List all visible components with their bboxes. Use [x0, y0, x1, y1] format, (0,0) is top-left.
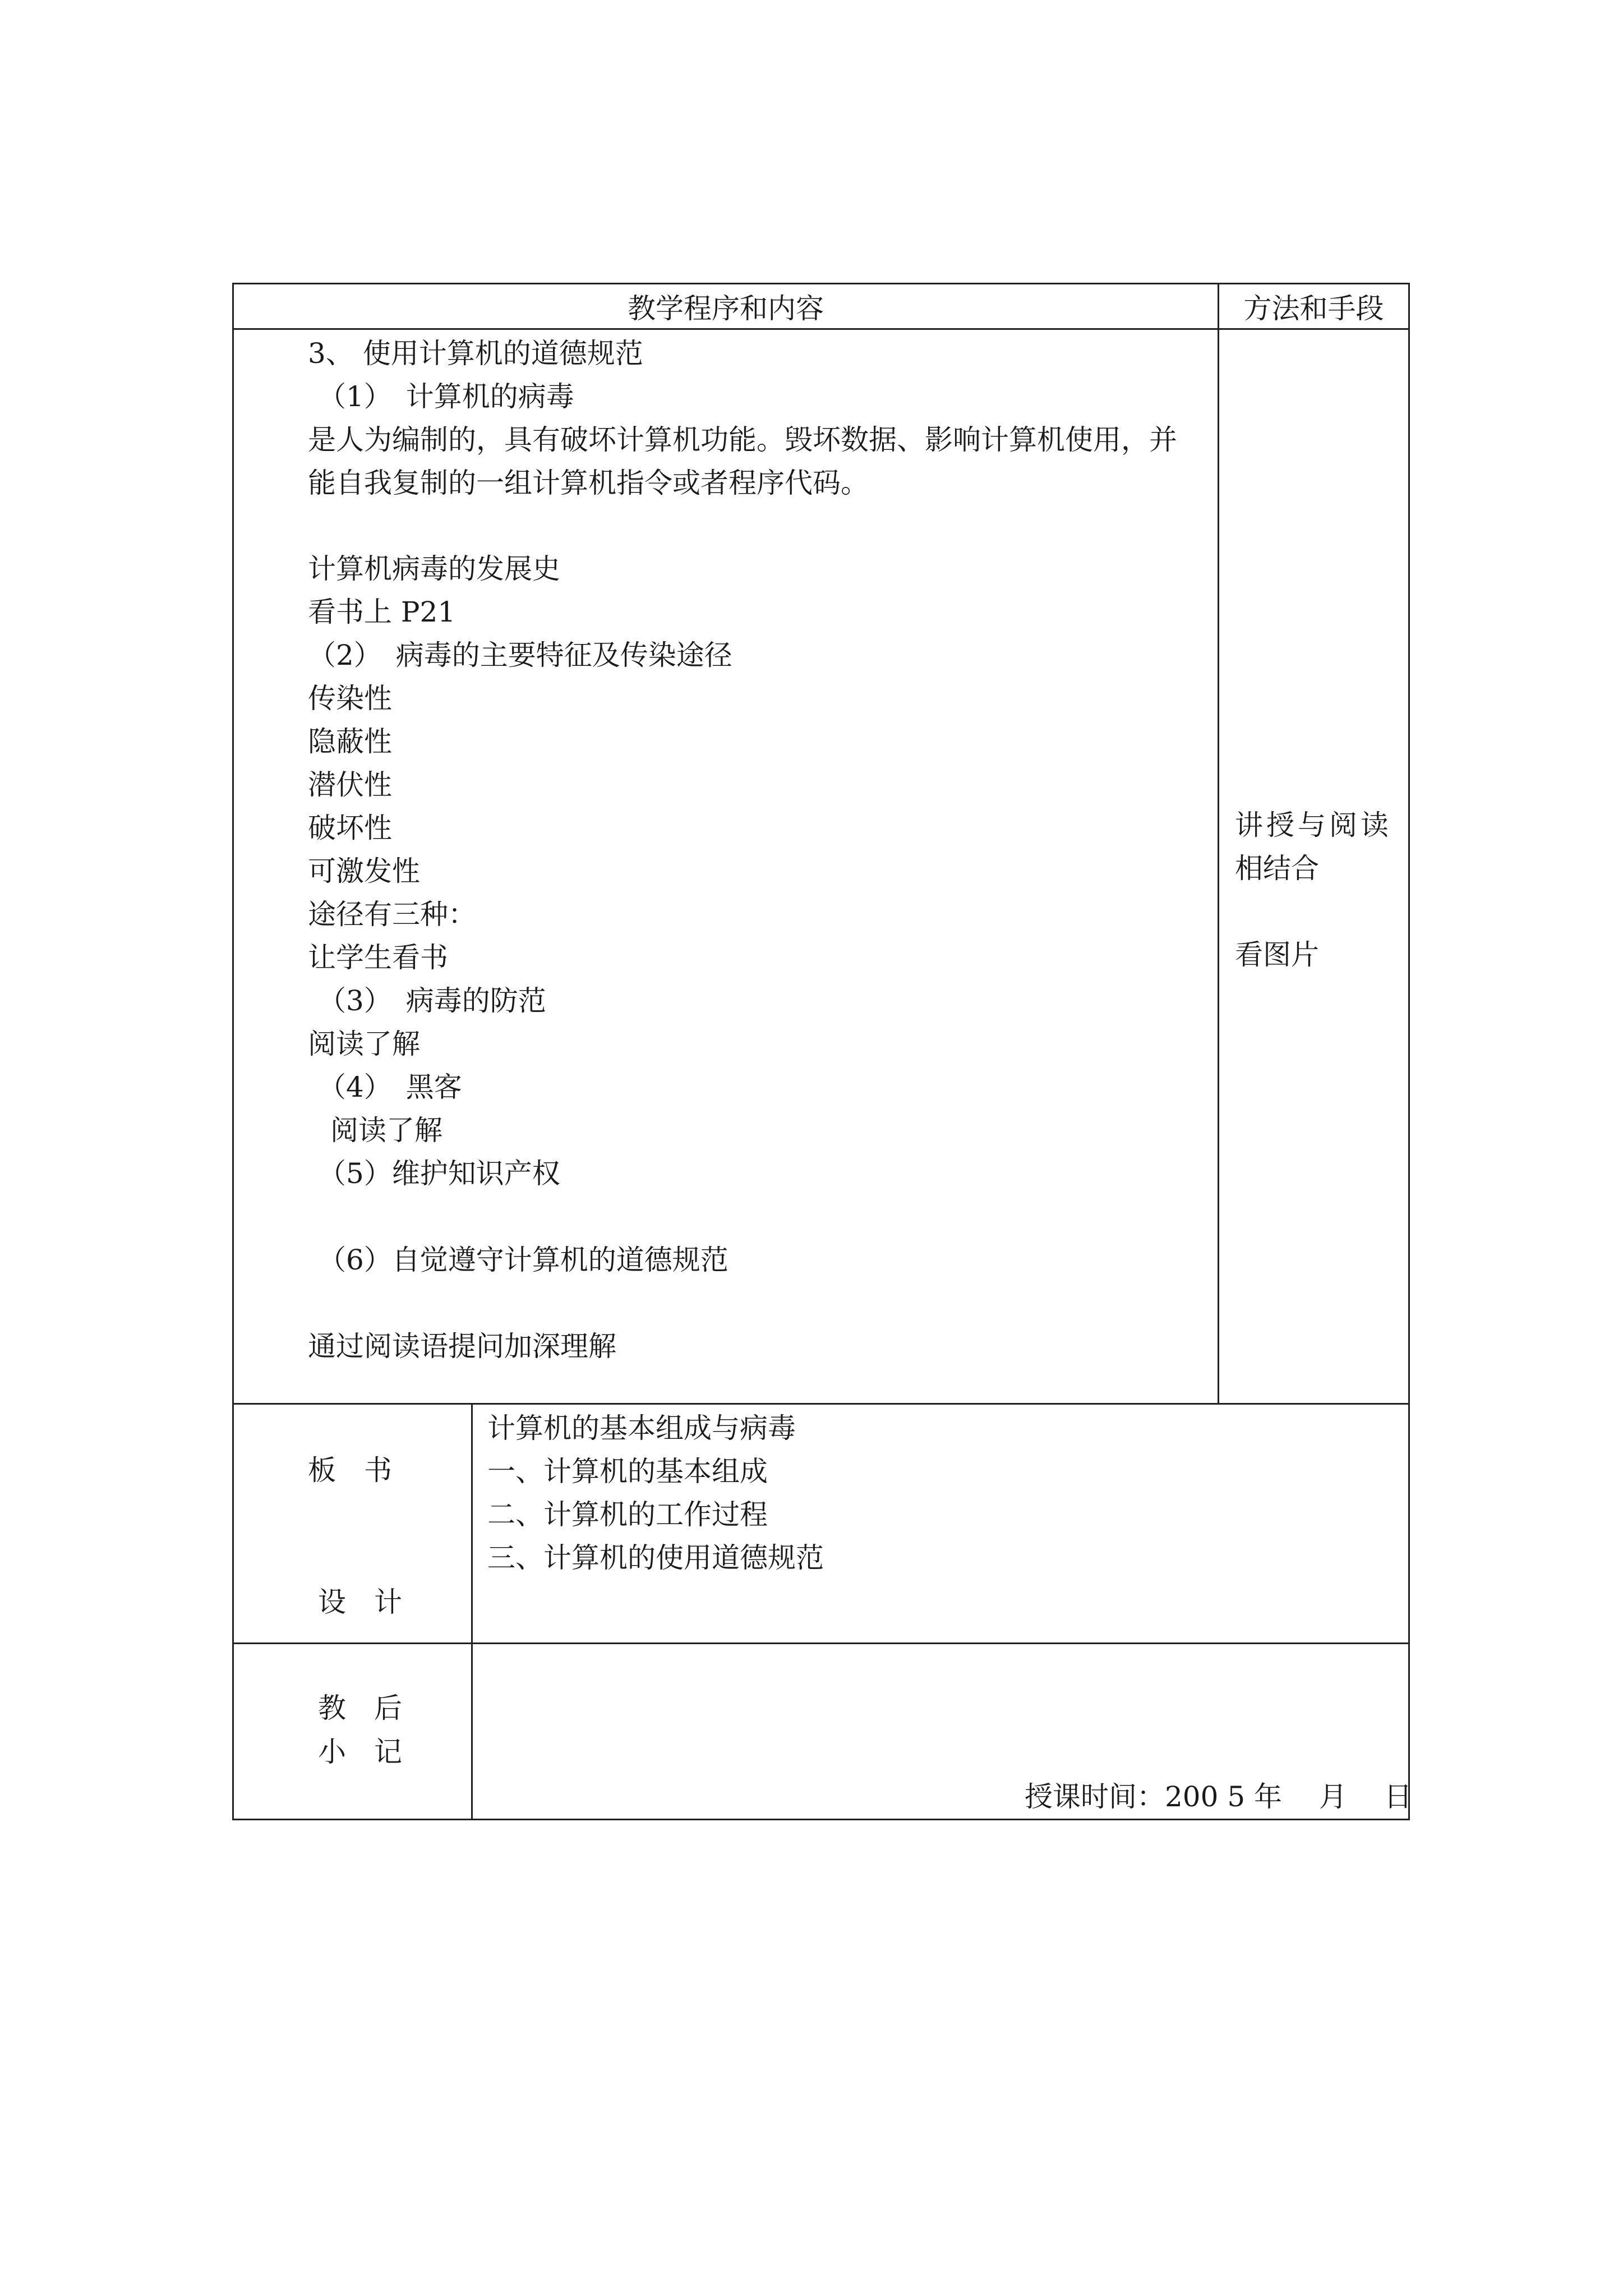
content-line: （4） 黑客 — [318, 1071, 462, 1103]
lesson-time: 授课时间：200 5 年 月 日 — [1025, 1780, 1412, 1813]
content-line: 破坏性 — [308, 812, 392, 844]
content-line: 传染性 — [308, 682, 392, 715]
post-lesson-notes-row — [232, 1642, 1410, 1820]
method-line: 看图片 — [1235, 938, 1319, 971]
content-line: （2） 病毒的主要特征及传染途径 — [308, 639, 732, 671]
content-line: （3） 病毒的防范 — [318, 984, 546, 1017]
header-divider — [234, 328, 1408, 330]
content-line: 能自我复制的一组计算机指令或者程序代码。 — [308, 467, 869, 499]
content-line: 可激发性 — [308, 855, 420, 887]
header-methods: 方法和手段 — [1243, 292, 1384, 325]
board-label-top: 板 书 — [308, 1454, 392, 1487]
content-line: 3、 使用计算机的道德规范 — [308, 337, 643, 370]
content-line: （5）维护知识产权 — [318, 1157, 560, 1190]
row-column-divider — [471, 1403, 473, 1642]
board-line: 二、计算机的工作过程 — [487, 1498, 768, 1531]
board-label-bottom: 设 计 — [318, 1586, 402, 1618]
content-line: 让学生看书 — [308, 941, 448, 974]
content-line: 阅读了解 — [308, 1028, 420, 1060]
header-teaching-procedure: 教学程序和内容 — [628, 292, 824, 325]
column-divider — [1218, 284, 1219, 1403]
board-line: 计算机的基本组成与病毒 — [487, 1412, 796, 1444]
board-line: 三、计算机的使用道德规范 — [487, 1542, 824, 1574]
content-line: 潜伏性 — [308, 769, 392, 801]
notes-label-bottom: 小 记 — [318, 1736, 402, 1768]
content-line: 通过阅读语提问加深理解 — [308, 1330, 616, 1363]
method-line: 讲授与阅读 — [1235, 809, 1392, 841]
content-line: 看书上 P21 — [308, 596, 456, 628]
content-line: 是人为编制的，具有破坏计算机功能。毁坏数据、影响计算机使用，并 — [308, 424, 1177, 456]
content-line: 阅读了解 — [330, 1114, 442, 1147]
content-line: 计算机病毒的发展史 — [308, 553, 560, 585]
content-line: 途径有三种： — [308, 898, 476, 931]
content-line: （6）自觉遵守计算机的道德规范 — [318, 1244, 728, 1276]
notes-label-top: 教 后 — [318, 1692, 402, 1724]
board-design-row — [232, 1403, 1410, 1644]
content-line: （1） 计算机的病毒 — [318, 380, 574, 413]
board-line: 一、计算机的基本组成 — [487, 1455, 768, 1488]
row-column-divider — [471, 1642, 473, 1819]
content-line: 隐蔽性 — [308, 725, 392, 758]
teaching-procedure-table — [232, 283, 1410, 1405]
method-line: 相结合 — [1235, 852, 1319, 885]
